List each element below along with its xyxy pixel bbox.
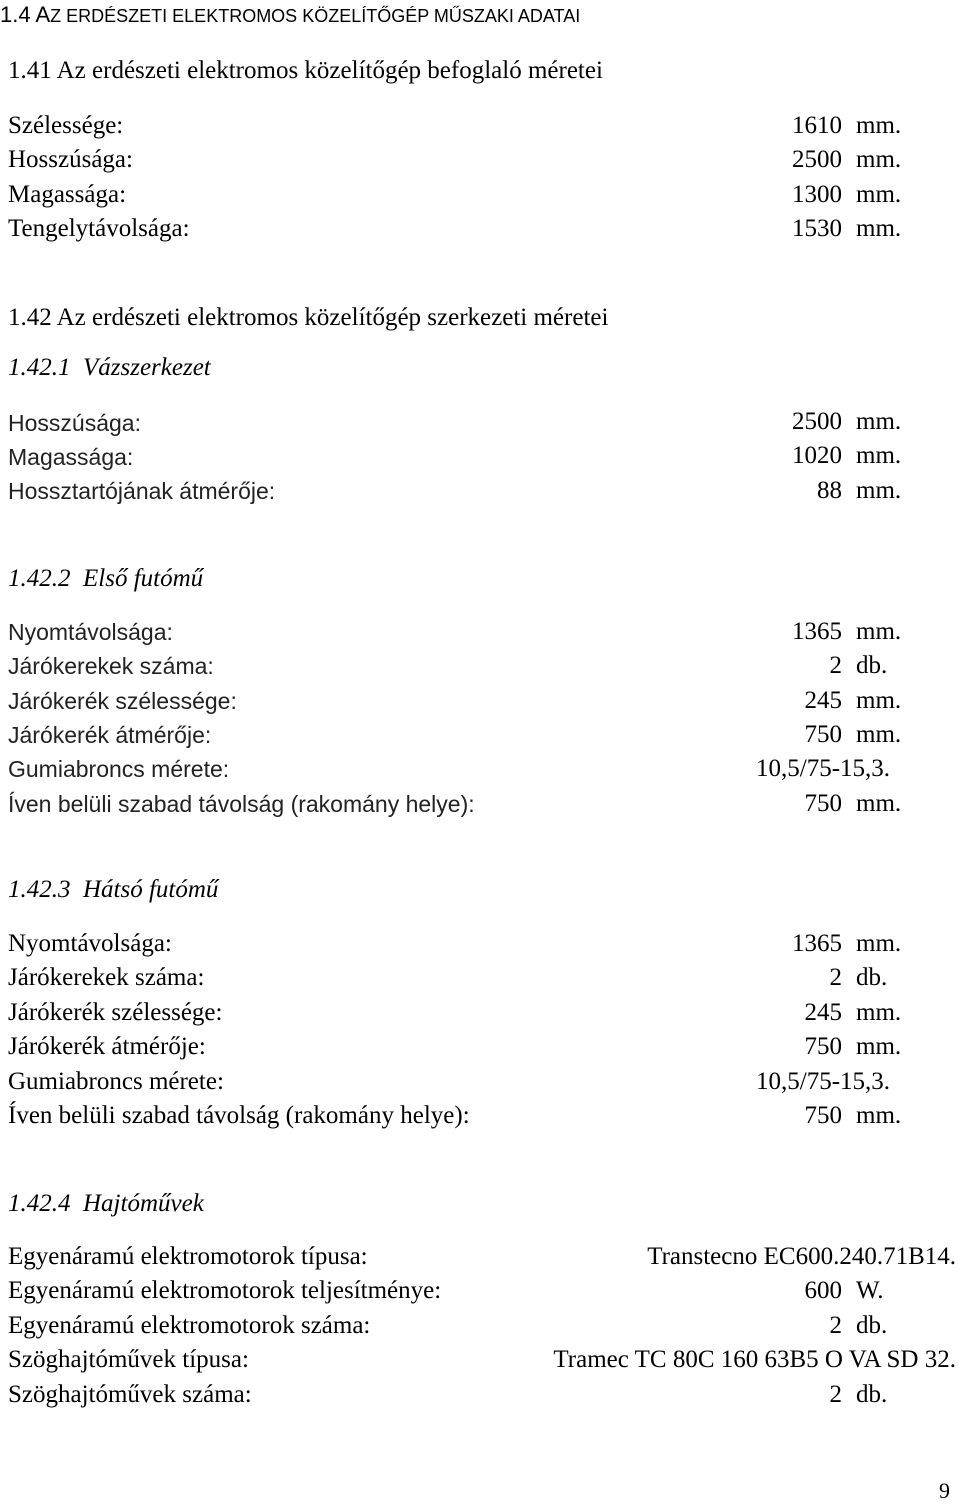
main-heading-prefix: 1.4 A <box>0 2 51 27</box>
row-unit: db. <box>856 652 888 679</box>
row-value: 2 <box>829 1381 842 1408</box>
main-heading <box>0 2 580 28</box>
row-label: Egyenáramú elektromotorok teljesítménye: <box>8 1277 442 1304</box>
row-unit: mm. <box>856 1033 902 1060</box>
row-value: 1365 <box>792 930 842 957</box>
row-value: 10,5/75-15,3. <box>756 755 891 782</box>
row-value: Transtecno EC600.240.71B14. <box>647 1243 956 1270</box>
row-unit: mm. <box>856 181 902 208</box>
subsection-1421-title <box>8 354 211 382</box>
row-value: 2 <box>829 1312 842 1339</box>
row-label: Egyenáramú elektromotorok száma: <box>8 1312 371 1339</box>
row-value: 750 <box>804 1102 842 1129</box>
subsection-number: 1.42.2 <box>8 565 71 592</box>
subsection-name: Hajtóművek <box>83 1190 204 1217</box>
main-heading-rest: Z ERDÉSZETI ELEKTROMOS KÖZELÍTŐGÉP MŰSZAKI ADATAI <box>50 6 581 26</box>
subsection-number: 1.42.1 <box>8 354 71 381</box>
page-number: 9 <box>939 1478 950 1503</box>
section-141-title: 1.41 Az erdészeti elektromos közelítőgép befoglaló méretei <box>8 57 603 84</box>
row-unit: db. <box>856 964 888 991</box>
row-label: Hossztartójának átmérője: <box>8 478 276 504</box>
row-value: 750 <box>804 1033 842 1060</box>
subsection-name: Hátsó futómű <box>83 876 219 903</box>
subsection-number: 1.42.3 <box>8 876 71 903</box>
row-unit: W. <box>856 1277 884 1304</box>
row-value: Tramec TC 80C 160 63B5 O VA SD 32. <box>553 1346 956 1373</box>
row-label: Nyomtávolsága: <box>8 619 173 645</box>
row-value: 1020 <box>792 442 842 469</box>
row-label: Gumiabroncs mérete: <box>8 756 230 782</box>
row-unit: mm. <box>856 999 902 1026</box>
row-unit: mm. <box>856 477 902 504</box>
row-value: 2500 <box>792 408 842 435</box>
row-value: 1610 <box>792 112 842 139</box>
subsection-name: Első futómű <box>83 565 204 592</box>
row-unit: mm. <box>856 215 902 242</box>
row-label: Hosszúsága: <box>8 410 141 436</box>
row-value: 1300 <box>792 181 842 208</box>
subsection-name: Vázszerkezet <box>83 354 211 381</box>
row-value: 88 <box>817 477 842 504</box>
row-value: 750 <box>804 721 842 748</box>
row-value: 1365 <box>792 618 842 645</box>
row-value: 245 <box>804 999 842 1026</box>
row-unit: mm. <box>856 408 902 435</box>
section-142-title: 1.42 Az erdészeti elektromos közelítőgép szerkezeti méretei <box>8 304 609 331</box>
row-label: Járókerék szélessége: <box>8 999 223 1026</box>
row-label: Járókerék átmérője: <box>8 1033 206 1060</box>
row-label: Magassága: <box>8 181 127 208</box>
subsection-1424-title <box>8 1190 204 1218</box>
row-unit: mm. <box>856 790 902 817</box>
row-unit: mm. <box>856 146 902 173</box>
row-value: 600 <box>804 1277 842 1304</box>
row-value: 1530 <box>792 215 842 242</box>
row-unit: mm. <box>856 1102 902 1129</box>
subsection-1422-title <box>8 565 203 593</box>
row-label: Egyenáramú elektromotorok típusa: <box>8 1243 368 1270</box>
row-label: Járókerekek száma: <box>8 964 205 991</box>
row-label: Gumiabroncs mérete: <box>8 1068 224 1095</box>
subsection-1423-title <box>8 876 218 904</box>
row-label: Magassága: <box>8 444 134 470</box>
row-label: Járókerék szélessége: <box>8 688 237 714</box>
row-value: 10,5/75-15,3. <box>756 1068 891 1095</box>
row-unit: mm. <box>856 112 902 139</box>
row-label: Íven belüli szabad távolság (rakomány helye): <box>8 1102 470 1129</box>
row-unit: db. <box>856 1381 888 1408</box>
row-label: Hosszúsága: <box>8 146 133 173</box>
row-unit: mm. <box>856 930 902 957</box>
row-label: Szöghajtóművek típusa: <box>8 1346 249 1373</box>
row-value: 2 <box>829 652 842 679</box>
row-label: Tengelytávolsága: <box>8 215 190 242</box>
row-label: Járókerék átmérője: <box>8 722 212 748</box>
subsection-number: 1.42.4 <box>8 1190 71 1217</box>
row-label: Íven belüli szabad távolság (rakomány helye): <box>8 791 475 817</box>
row-label: Nyomtávolsága: <box>8 930 172 957</box>
row-value: 245 <box>804 687 842 714</box>
row-label: Szöghajtóművek száma: <box>8 1381 252 1408</box>
row-label: Járókerekek száma: <box>8 653 214 679</box>
row-value: 2 <box>829 964 842 991</box>
row-unit: mm. <box>856 687 902 714</box>
row-unit: mm. <box>856 442 902 469</box>
row-value: 2500 <box>792 146 842 173</box>
row-value: 750 <box>804 790 842 817</box>
row-unit: mm. <box>856 618 902 645</box>
row-label: Szélessége: <box>8 112 124 139</box>
row-unit: db. <box>856 1312 888 1339</box>
row-unit: mm. <box>856 721 902 748</box>
